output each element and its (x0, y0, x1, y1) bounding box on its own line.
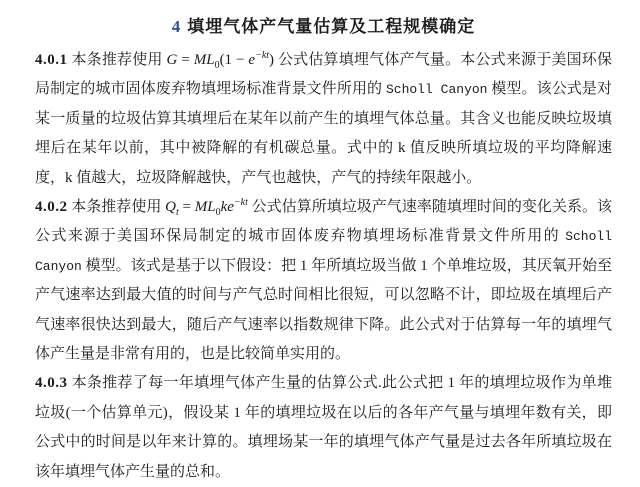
formula-part: −kt (255, 50, 270, 61)
section-number: 4.0.3 (35, 375, 68, 392)
body-text: 本条推荐使用 (67, 52, 167, 68)
chapter-title: 填埋气体产气量估算及工程规模确定 (187, 17, 476, 36)
section-number: 4.0.1 (35, 52, 68, 68)
formula-part: = (177, 52, 194, 68)
section-number: 4.0.2 (35, 199, 68, 216)
formula-part: G (166, 52, 178, 68)
formula-part: e (248, 52, 256, 68)
formula-part: Q (165, 199, 176, 216)
body-text: 公式估算填埋气体产气量。本公式来源于美国环保局制定的城市固体废弃物填埋场标准背景文件所用的 (35, 52, 612, 98)
formula-part: ) (269, 52, 275, 68)
inline-formula (165, 197, 248, 219)
paragraph (35, 46, 612, 193)
body-text: 模型。该公式是对某一质量的垃圾估算其填埋后在某年以前产生的填埋气体总量。其含义也能反映垃圾填埋后在某年以前，其中被降解的有机碳总量。式中的 k 值反映所填垃圾的平均降解速度，k 值越大，垃圾降解越快，产气也越快，产气的持续年限越小。 (35, 81, 612, 186)
formula-part: = (178, 199, 195, 216)
paragraph (35, 369, 612, 487)
body-text: 模型。该式是基于以下假设：把 1 年所填垃圾当做 1 个单堆垃圾，其厌氧开始至产气速率达到最大值的时间与产气总时间相比很短，可以忽略不计，即垃圾在填埋后产气速率很快达到最大，随后产气速率以指数规律下降。此公式对于估算每一年的填埋气体产生量是非常有用的，也是比较简单实用的。 (35, 257, 612, 363)
formula-part: ke (220, 199, 234, 216)
formula-part: t (175, 207, 179, 219)
body-text: 本条推荐了每一年填埋气体产生量的估算公式.此公式把 1 年的填埋垃圾作为单堆垃圾(一个估算单元)，假设某 1 年的填埋垃圾在以后的各年产气量与填埋年数有关，即公式中的时间是以年来计算的。填埋场某一年的填埋气体产气量是过去各年所填垃圾在该年填埋气体产生量的总和。 (35, 375, 612, 480)
paragraph (35, 193, 612, 369)
body-text: 公式估算所填垃圾产气速率随填埋时间的变化关系。该公式来源于美国环保局制定的城市固体废弃物填埋场标准背景文件所用的 (35, 199, 612, 245)
formula-part: (1 − (219, 52, 249, 68)
body-text: 本条推荐使用 (67, 199, 166, 216)
formula-part: 0 (215, 207, 221, 219)
page-title (35, 12, 612, 37)
formula-part: ML (193, 52, 215, 68)
formula-part: 0 (214, 60, 220, 71)
formula-part: −kt (233, 197, 248, 209)
latin-term: Scholl Canyon (385, 82, 488, 98)
document-body (35, 46, 612, 487)
chapter-number: 4 (171, 17, 181, 36)
latin-term: Scholl Canyon (35, 229, 612, 274)
formula-part: ML (194, 199, 216, 216)
inline-formula (166, 50, 275, 71)
